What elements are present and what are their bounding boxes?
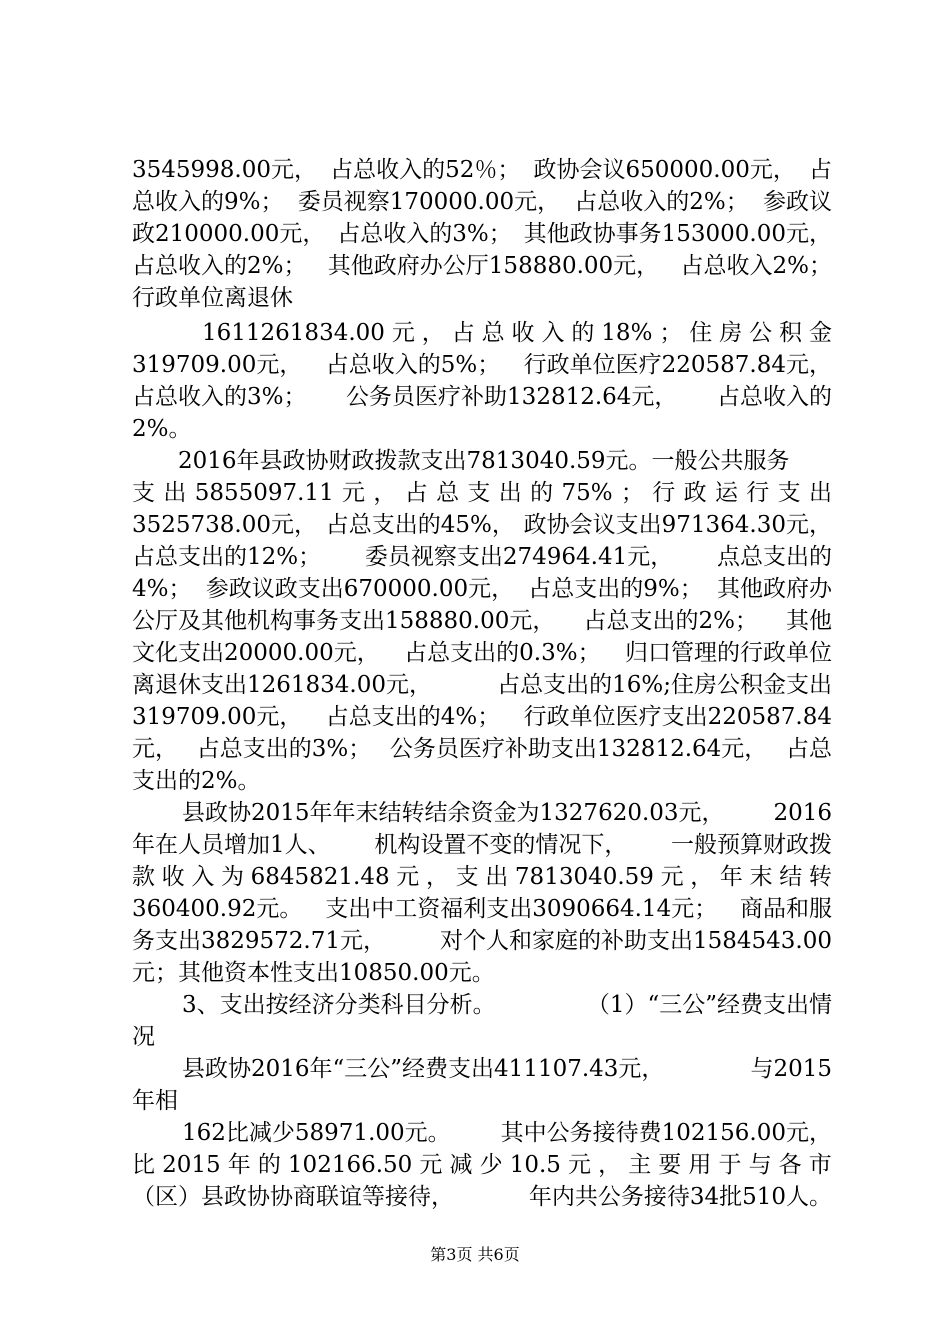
text-line [132,219,832,249]
text-segment: （1）“三公”经费支出情 [586,992,832,1018]
text-segment: ， [421,320,445,346]
text-segment: 2016 [773,800,832,826]
text-segment: 5855097.11 [194,480,334,506]
text-line [132,350,832,380]
text-segment: 75% [561,480,613,506]
text-segment: 点总支出的 [716,544,832,570]
text-segment: 其他政府办公厅158880.00元， [327,253,660,279]
text-segment: 6845821.48 [250,864,390,890]
text-segment: 的 [257,1152,281,1178]
text-line [132,734,832,764]
text-segment: 元； [132,960,178,986]
page-footer: 第3页 共6页 [430,1245,520,1264]
text-segment: 162比减少58971.00元。 [182,1120,451,1146]
text-segment: ； [659,320,683,346]
text-segment: 况 [132,1024,155,1050]
text-segment: 为 [220,864,244,890]
text-segment: 离退休支出1261834.00元， [132,672,433,698]
text-segment: 入 [541,320,565,346]
text-segment: ， [425,864,449,890]
text-segment: 占总支出的4%； [325,704,501,730]
text-segment: 其中公务接待费102156.00元， [500,1120,832,1146]
text-segment: 务支出3829572.71元， [132,928,387,954]
text-segment: 末 [749,864,773,890]
text-segment: 公 [749,320,773,346]
text-segment: 机构设置不变的情况下， [374,832,628,858]
text-segment: 102166.50 [287,1152,413,1178]
text-segment: 县政协2016年“三公”经费支出411107.43元， [182,1056,665,1082]
text-segment: 入 [191,864,215,890]
text-segment: 占总支出的0.3%； [404,640,601,666]
text-segment: 公务员医疗补助132812.64元， [346,384,678,410]
text-segment: 主 [628,1152,652,1178]
text-segment: 其他 [785,608,832,634]
text-segment: 金 [808,320,832,346]
text-segment: 其他资本性支出10850.00元。 [178,960,495,986]
text-segment: 对个人和家庭的补助支出1584543.00 [439,928,832,954]
text-segment: 元 [568,1152,591,1178]
text-segment: 住 [689,320,713,346]
text-segment: 319709.00元， [132,352,303,378]
text-segment: 年 [227,1152,251,1178]
text-line [132,638,832,668]
text-segment: 的 [530,480,554,506]
text-segment: 政协会议支出971364.30元， [523,512,832,538]
text-line [132,1022,832,1052]
text-segment: 占总支出的12%； [132,544,322,570]
text-segment: 少 [479,1152,503,1178]
text-segment: ， [598,1152,622,1178]
text-segment: 出 [485,864,509,890]
text-segment: 元 [660,864,684,890]
text-segment: 的 [571,320,595,346]
text-segment: 款 [132,864,155,890]
text-segment: （区）县政协协商联谊等接待， [132,1184,454,1210]
text-segment: 收 [511,320,535,346]
text-segment: 年 [719,864,743,890]
text-segment: 支 [455,864,479,890]
text-segment: ， [690,864,714,890]
text-segment: 行政单位离退休 [132,285,293,311]
text-segment: 支出的2%。 [132,768,261,794]
text-line [132,478,832,508]
text-segment: 出 [808,480,832,506]
text-line [132,926,832,956]
text-line [132,251,832,281]
text-segment: 公务员医疗补助支出132812.64元， [389,736,768,762]
text-segment: 县政协2015年年末结转结余资金为1327620.03元， [182,800,725,826]
text-segment: 占总收入的52％； [330,157,521,183]
text-segment: 支 [777,480,801,506]
text-segment: 参政议 [763,189,832,215]
text-line [132,1086,832,1116]
text-segment: 元， [132,736,178,762]
text-segment: 文化支出20000.00元， [132,640,380,666]
text-segment: 支出中工资福利支出3090664.14元； [325,896,718,922]
text-segment: 与 [748,1152,772,1178]
text-segment: 1611261834.00 [202,320,385,346]
text-segment: 各 [778,1152,802,1178]
text-segment: 出 [498,480,522,506]
text-segment: 于 [718,1152,742,1178]
text-segment: 总 [436,480,460,506]
text-segment: 360400.92元。 [132,896,303,922]
text-segment: 4%； [132,576,192,602]
text-line [182,990,832,1020]
text-segment: 319709.00元， [132,704,303,730]
text-line [132,155,832,185]
text-segment: 年在人员增加1人、 [132,832,331,858]
text-segment: 占总支出的16%;住房公积金支出 [497,672,832,698]
text-segment: ， [373,480,397,506]
text-segment: 积 [779,320,803,346]
text-segment: ； [620,480,644,506]
text-segment: 占总 [786,736,832,762]
text-line [132,958,832,988]
text-segment: 比 [132,1152,155,1178]
text-line [132,830,832,860]
text-line [182,798,832,828]
text-segment: 出 [163,480,187,506]
text-line [132,283,832,313]
text-segment: 要 [658,1152,682,1178]
text-segment: 委员视察支出274964.41元， [364,544,674,570]
text-line [132,702,832,732]
text-segment: 占 [451,320,475,346]
text-line [132,606,832,636]
text-segment: 其他政协事务153000.00元， [523,221,832,247]
text-segment: 运 [714,480,738,506]
text-segment: 占总支出的45%， [325,512,515,538]
text-segment: 政协会议650000.00元， [533,157,796,183]
text-segment: 元 [391,320,415,346]
text-segment: 其他政府办 [717,576,832,602]
text-segment: 年相 [132,1088,178,1114]
text-line [182,1054,832,1084]
text-segment: 占 [808,157,832,183]
text-segment: 总 [481,320,505,346]
text-segment: 元 [419,1152,443,1178]
text-line [132,510,832,540]
text-segment: 占总收入的2%； [132,253,307,279]
text-segment: 7813040.59 [514,864,654,890]
text-segment: 18% [601,320,653,346]
text-segment: 减 [449,1152,473,1178]
text-line [132,542,832,572]
text-segment: 与2015 [750,1056,832,1082]
text-segment: 市 [808,1152,832,1178]
text-segment: 占总收入的5%； [325,352,501,378]
text-segment: 房 [719,320,743,346]
text-segment: 2%。 [132,416,192,442]
text-segment: 元 [342,480,366,506]
text-segment: 公厅及其他机构事务支出158880.00元， [132,608,556,634]
text-segment: 占 [404,480,428,506]
text-line [178,446,832,476]
text-segment: 占总收入的2%； [574,189,749,215]
text-segment: 3525738.00元， [132,512,318,538]
text-line [132,862,832,892]
text-segment: 总收入的9%； [132,189,284,215]
text-segment: 3、支出按经济分类科目分析。 [182,992,496,1018]
text-segment: 委员视察170000.00元， [297,189,561,215]
text-line [132,1182,832,1212]
text-segment: 元 [396,864,420,890]
text-segment: 年内共公务接待34批510人。 [528,1184,832,1210]
text-segment: 政210000.00元， [132,221,326,247]
text-segment: 10.5 [509,1152,561,1178]
text-segment: 2016年县政协财政拨款支出7813040.59元。一般公共服务 [178,448,790,474]
text-segment: 占总收入的 [716,384,832,410]
text-line [202,318,832,348]
text-segment: 结 [779,864,803,890]
text-line [132,574,832,604]
text-segment: 占总收入的3%； [337,221,512,247]
text-line [182,1118,832,1148]
text-segment: 行政单位医疗220587.84元， [523,352,832,378]
text-line [132,894,832,924]
text-line [132,1150,832,1180]
text-line [132,670,832,700]
text-segment: 3545998.00元， [132,157,318,183]
text-segment: 2015 [162,1152,221,1178]
text-segment: 行政单位医疗支出220587.84 [523,704,832,730]
text-line [132,187,832,217]
text-segment: 政 [683,480,707,506]
text-segment: 行 [652,480,676,506]
text-segment: 占总收入的3%； [132,384,307,410]
text-segment: 归口管理的行政单位 [625,640,832,666]
text-segment: 占总支出的2%； [583,608,758,634]
text-segment: 支 [132,480,155,506]
text-segment: 占总支出的9%； [528,576,703,602]
text-segment: 收 [161,864,185,890]
text-segment: 占总收入2%； [680,253,832,279]
text-segment: 行 [746,480,770,506]
text-line [132,766,832,796]
text-segment: 一般预算财政拨 [670,832,832,858]
text-segment: 参政议政支出670000.00元， [205,576,515,602]
text-segment: 支 [467,480,491,506]
text-line [132,414,832,444]
text-segment: 用 [688,1152,712,1178]
text-segment: 商品和服 [740,896,832,922]
text-line [132,382,832,412]
text-segment: 转 [808,864,832,890]
text-segment: 占总支出的3%； [196,736,372,762]
